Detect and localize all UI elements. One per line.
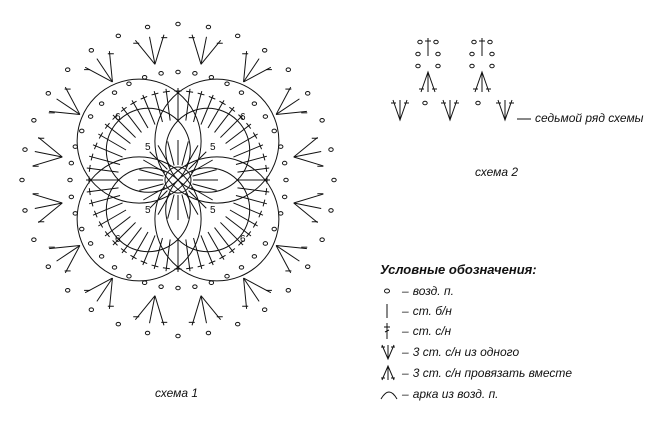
fan-stitch <box>192 35 201 65</box>
fan-stitch <box>38 203 62 223</box>
chain-stitch <box>332 178 336 182</box>
fan-stitch <box>150 37 155 64</box>
double-crochet-bar <box>246 231 250 237</box>
double-crochet <box>236 156 267 164</box>
double-crochet-bar <box>121 248 127 252</box>
inner-ray <box>189 191 207 209</box>
chain-stitch <box>239 266 243 270</box>
fan-stitch <box>201 296 221 320</box>
inner-ray <box>189 152 207 170</box>
chain-stitch <box>263 242 267 246</box>
round-number-label: 5 <box>210 142 216 153</box>
fan-stitch <box>35 152 62 157</box>
legend-item-arch: – арка из возд. п. <box>380 385 499 403</box>
legend-text-dc: ст. с/н <box>412 324 452 338</box>
chain-stitch <box>176 334 180 338</box>
chain-stitch <box>209 281 213 285</box>
double-crochet-bar <box>253 221 257 227</box>
double-crochet-bar <box>186 268 193 269</box>
seventh-row-note: седьмой ряд схемы <box>535 111 644 125</box>
double-crochet-bar <box>266 165 267 172</box>
chain-stitch <box>225 274 229 278</box>
legend-text-3dc-one: 3 ст. с/н из одного <box>412 345 520 359</box>
fan-stitch <box>201 37 206 64</box>
chain-stitch <box>282 195 286 199</box>
chain-stitch <box>65 289 69 293</box>
chain-stitch <box>88 242 92 246</box>
chain-stitch <box>434 40 438 44</box>
round-number-label: 6 <box>115 112 121 123</box>
fan-stitch <box>135 296 155 320</box>
double-crochet-bar <box>246 123 250 129</box>
chain-stitch <box>418 40 422 44</box>
double-crochet-icon <box>380 322 398 340</box>
round-number-label: 6 <box>115 234 121 245</box>
double-crochet-bar <box>163 91 170 92</box>
chain-stitch <box>488 40 492 44</box>
round-number-label: 5 <box>210 205 216 216</box>
fan-stitch <box>192 296 201 326</box>
chain-stitch <box>127 82 131 86</box>
double-crochet-bar <box>219 255 225 259</box>
double-crochet-bar <box>121 107 127 111</box>
chain-stitch <box>416 64 420 68</box>
double-crochet <box>201 95 213 125</box>
chain-stitch <box>112 266 116 270</box>
double-crochet-bar <box>130 255 136 259</box>
chain-stitch <box>286 68 290 72</box>
chain-stitch <box>142 75 146 79</box>
fan-stitch <box>294 157 324 166</box>
chain-stitch <box>46 92 50 96</box>
chain-stitch <box>20 178 24 182</box>
fan-stitch <box>33 157 63 166</box>
three-dc-together-icon <box>380 364 398 382</box>
double-crochet <box>89 196 120 204</box>
double-crochet-bar <box>186 91 193 92</box>
double-crochet-bar <box>163 268 170 269</box>
legend-title: Условные обозначения: <box>380 262 537 277</box>
inner-ray <box>168 141 174 165</box>
legend-item-3dc-together: – 3 ст. с/н провязать вместе <box>380 364 572 382</box>
chain-stitch <box>176 22 180 26</box>
fan-stitch <box>135 40 155 64</box>
fan-stitch <box>201 296 206 323</box>
fan-stitch <box>155 35 164 65</box>
chain-stitch <box>99 255 103 259</box>
chain-stitch <box>89 308 93 312</box>
double-crochet <box>233 203 263 215</box>
scheme-2-caption: схема 2 <box>475 165 519 179</box>
fan-stitch <box>201 40 221 64</box>
double-crochet-bar <box>99 132 103 138</box>
fan-stitch <box>276 246 291 273</box>
inner-ray <box>191 188 213 201</box>
inner-ray <box>139 170 163 176</box>
inner-ray <box>182 141 188 165</box>
double-crochet-bar <box>130 101 136 105</box>
chain-stitch <box>320 238 324 242</box>
fan-stitch <box>38 137 62 157</box>
chain-stitch <box>89 48 93 52</box>
chain-stitch <box>279 145 283 149</box>
inner-ray <box>192 184 216 190</box>
chain-arch-icon <box>380 385 398 403</box>
chain-stitch <box>116 322 120 326</box>
chain-stitch <box>476 101 480 105</box>
inner-ray <box>143 188 165 201</box>
chain-stitch <box>282 161 286 165</box>
chain-stitch-icon <box>380 282 398 300</box>
single-crochet-icon <box>380 302 398 320</box>
fan-stitch <box>65 87 80 114</box>
scheme-2-row <box>391 38 514 120</box>
inner-ray <box>186 193 199 215</box>
chain-stitch <box>284 178 288 182</box>
legend-item-sc: – ст. б/н <box>380 302 452 320</box>
chain-stitch <box>65 68 69 72</box>
chain-stitch <box>116 34 120 38</box>
double-crochet <box>154 238 162 269</box>
chain-stitch <box>99 102 103 106</box>
inner-ray <box>191 160 213 173</box>
double-crochet <box>201 235 213 265</box>
chain-stitch <box>329 209 333 213</box>
chain-stitch <box>263 115 267 119</box>
chain-stitch <box>176 70 180 74</box>
chain-stitch <box>46 265 50 269</box>
double-crochet <box>236 196 267 204</box>
chain-stitch <box>252 255 256 259</box>
fan-stitch <box>150 296 155 323</box>
chain-stitch <box>159 72 163 76</box>
chain-stitch <box>470 64 474 68</box>
double-crochet-bar <box>89 165 90 172</box>
chain-stitch <box>235 322 239 326</box>
chain-stitch <box>80 129 84 133</box>
legend-text-arch: арка из возд. п. <box>412 387 499 401</box>
chain-stitch <box>225 82 229 86</box>
chain-stitch <box>262 48 266 52</box>
chain-stitch <box>80 227 84 231</box>
fan-stitch <box>294 203 318 223</box>
inner-ray <box>143 160 165 173</box>
double-crochet <box>93 145 123 157</box>
fan-stitch <box>35 203 62 208</box>
chain-stitch <box>423 101 427 105</box>
inner-ray <box>182 194 188 218</box>
chain-stitch <box>416 52 420 56</box>
chain-stitch <box>306 265 310 269</box>
chain-stitch <box>209 75 213 79</box>
chain-stitch <box>306 92 310 96</box>
fan-stitch <box>294 194 324 203</box>
chain-stitch <box>145 25 149 29</box>
double-crochet-bar <box>99 221 103 227</box>
round-number-label: 6 <box>240 112 246 123</box>
chain-stitch <box>193 285 197 289</box>
chain-stitch <box>73 145 77 149</box>
inner-ray <box>158 145 171 167</box>
chain-stitch <box>436 64 440 68</box>
fan-stitch <box>294 137 318 157</box>
chain-stitch <box>436 52 440 56</box>
chain-stitch <box>68 178 72 182</box>
fan-stitch <box>294 203 321 208</box>
chain-stitch <box>112 91 116 95</box>
inner-ray <box>158 193 171 215</box>
chain-stitch <box>88 115 92 119</box>
legend-text-chain: возд. п. <box>412 284 454 298</box>
chain-stitch <box>239 91 243 95</box>
double-crochet <box>143 235 155 265</box>
chain-stitch <box>176 286 180 290</box>
double-crochet <box>194 91 202 122</box>
fan-stitch <box>155 296 164 326</box>
double-crochet <box>154 91 162 122</box>
chain-stitch <box>320 119 324 123</box>
chain-stitch <box>490 64 494 68</box>
chain-stitch <box>286 289 290 293</box>
double-crochet-bar <box>219 101 225 105</box>
double-crochet <box>143 95 155 125</box>
double-crochet <box>89 156 120 164</box>
chain-stitch <box>127 274 131 278</box>
round-number-label: 5 <box>145 205 151 216</box>
round-number-label: 6 <box>240 234 246 245</box>
fan-stitch <box>65 246 80 273</box>
double-crochet <box>194 238 202 269</box>
round-number-label: 5 <box>145 142 151 153</box>
chain-stitch <box>252 102 256 106</box>
inner-ray <box>150 152 168 170</box>
double-crochet <box>93 203 123 215</box>
inner-ray <box>150 191 168 209</box>
double-crochet-bar <box>229 107 235 111</box>
three-dc-one-base-icon <box>380 343 398 361</box>
chain-stitch <box>69 195 73 199</box>
legend-item-chain: – возд. п. <box>380 282 454 300</box>
chain-stitch <box>472 40 476 44</box>
inner-ray <box>139 184 163 190</box>
chain-stitch <box>23 148 27 152</box>
scheme-1-caption: схема 1 <box>155 386 199 400</box>
legend-item-dc: – ст. с/н <box>380 322 451 340</box>
fan-stitch <box>276 87 291 114</box>
chain-stitch <box>73 212 77 216</box>
fan-stitch <box>294 152 321 157</box>
chain-stitch <box>206 25 210 29</box>
chain-stitch <box>32 238 36 242</box>
chain-stitch <box>159 285 163 289</box>
scheme-1-motif <box>20 22 336 338</box>
double-crochet-bar <box>253 132 257 138</box>
chain-stitch <box>279 212 283 216</box>
double-crochet-bar <box>105 123 109 129</box>
chain-stitch <box>145 331 149 335</box>
inner-ray <box>192 170 216 176</box>
chain-stitch <box>193 72 197 76</box>
chain-stitch <box>206 331 210 335</box>
chain-stitch <box>470 52 474 56</box>
inner-ray <box>168 194 174 218</box>
chain-stitch <box>272 129 276 133</box>
fan-stitch <box>33 194 63 203</box>
chain-stitch <box>262 308 266 312</box>
chain-stitch <box>23 209 27 213</box>
chain-stitch <box>329 148 333 152</box>
double-crochet-bar <box>105 231 109 237</box>
inner-ray <box>186 145 199 167</box>
chain-stitch <box>69 161 73 165</box>
chain-stitch <box>490 52 494 56</box>
double-crochet-bar <box>266 188 267 195</box>
chain-stitch <box>235 34 239 38</box>
chain-stitch <box>272 227 276 231</box>
chain-stitch <box>142 281 146 285</box>
legend-text-3dc-together: 3 ст. с/н провязать вместе <box>412 366 573 380</box>
double-crochet-bar <box>229 248 235 252</box>
legend-item-3dc-one: – 3 ст. с/н из одного <box>380 343 519 361</box>
double-crochet <box>233 145 263 157</box>
double-crochet-bar <box>89 188 90 195</box>
chain-stitch <box>32 119 36 123</box>
legend-text-sc: ст. б/н <box>412 304 452 318</box>
